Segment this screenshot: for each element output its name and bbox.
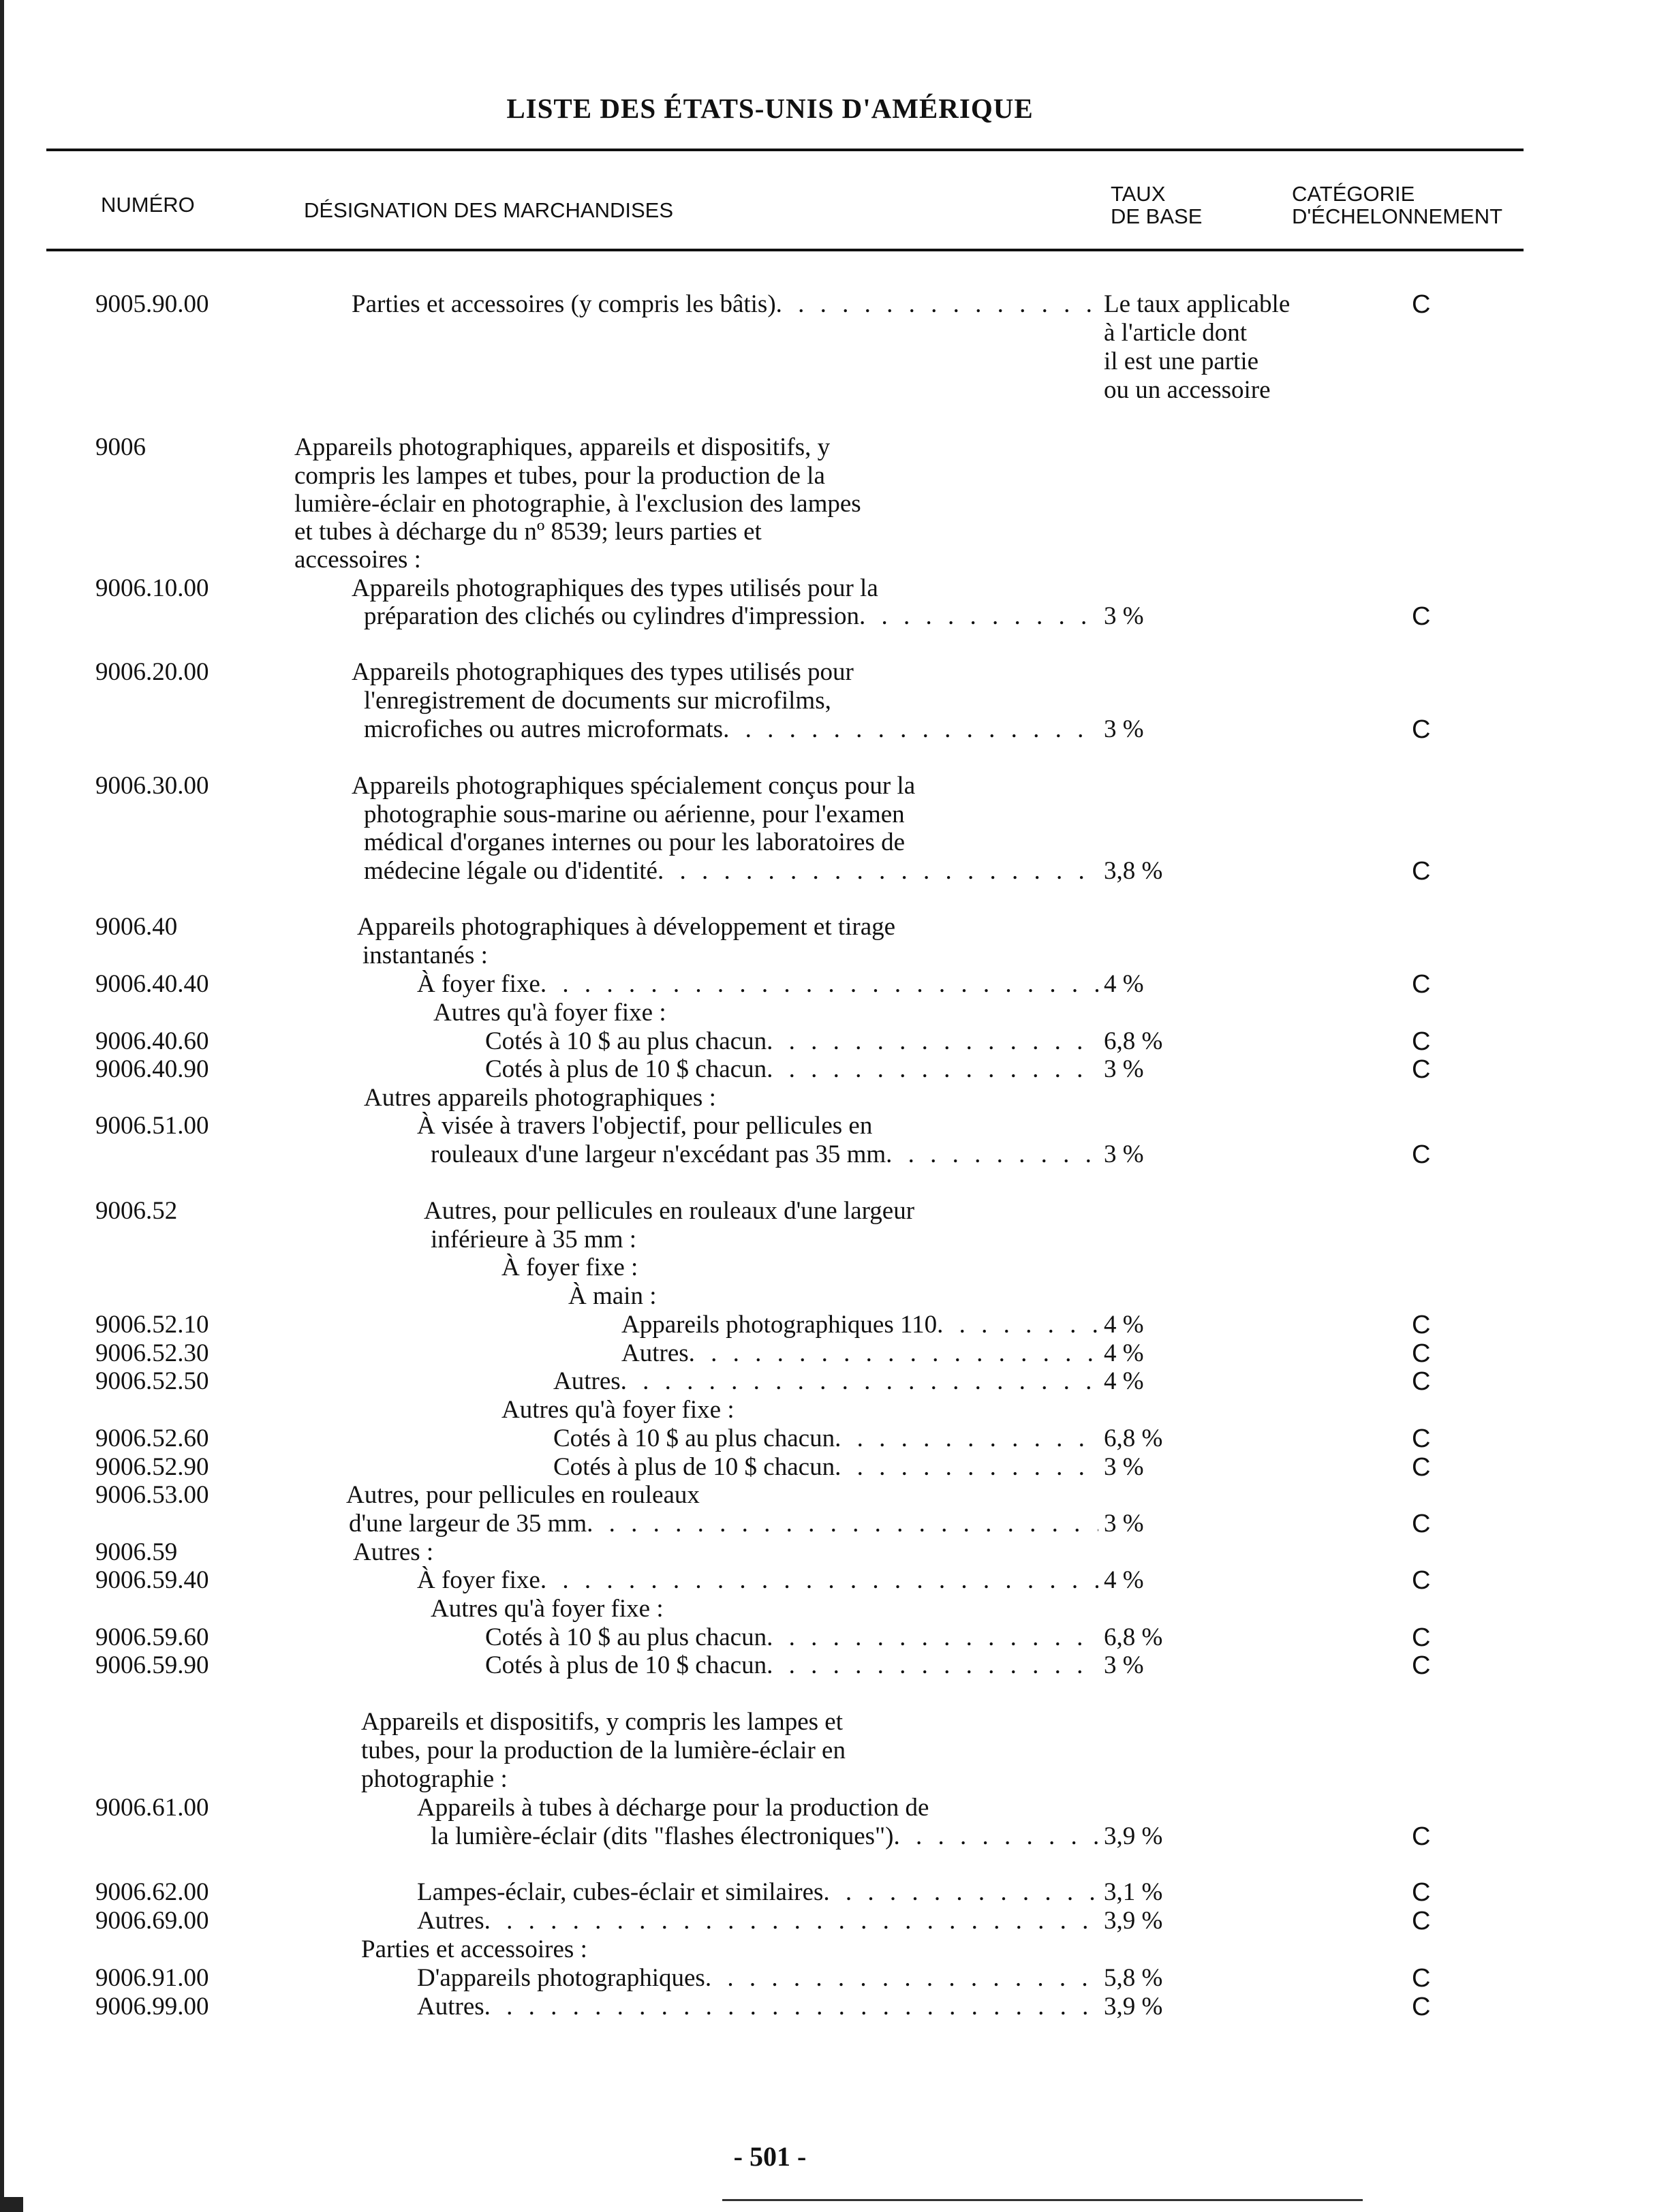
goods-description [417, 1112, 1098, 1140]
table-row [0, 1623, 1653, 1652]
base-rate: 3,1 % [1104, 1878, 1163, 1906]
goods-description [361, 1935, 1098, 1964]
description-text: Autres [621, 1339, 689, 1367]
staging-category: C [1412, 857, 1431, 886]
goods-description [352, 658, 1098, 687]
base-rate: 3 % [1104, 1055, 1144, 1083]
table-row [0, 970, 1653, 999]
description-text: D'appareils photographiques [417, 1964, 705, 1992]
header-categorie-line1: CATÉGORIE [1292, 182, 1415, 206]
goods-description [364, 715, 1098, 744]
goods-description [553, 1453, 1098, 1482]
page-number: - 501 - [733, 2141, 807, 2172]
description-text: lumière-éclair en photographie, à l'exclusion des lampes [294, 490, 861, 518]
description-text: instantanés : [362, 941, 488, 969]
table-row [0, 546, 1653, 574]
tariff-number: 9006.30.00 [95, 772, 209, 800]
table-row [0, 1595, 1653, 1623]
description-text: Appareils et dispositifs, y compris les lampes et [361, 1708, 843, 1736]
table-row [0, 602, 1653, 631]
base-rate: 3,9 % [1104, 1993, 1163, 2021]
goods-description [501, 1396, 1098, 1424]
goods-description [433, 999, 1098, 1027]
table-row [0, 1396, 1653, 1424]
tariff-number: 9006.51.00 [95, 1112, 209, 1140]
table-row [0, 319, 1653, 347]
tariff-number: 9006.52.90 [95, 1453, 209, 1481]
table-row [0, 999, 1653, 1027]
tariff-number: 9006.40.60 [95, 1027, 209, 1055]
base-rate: 6,8 % [1104, 1027, 1163, 1055]
staging-category: C [1412, 1510, 1431, 1538]
table-row [0, 1878, 1653, 1907]
table-row [0, 490, 1653, 518]
tariff-number: 9006.59 [95, 1538, 178, 1566]
tariff-number: 9006.99.00 [95, 1993, 209, 2021]
table-row [0, 687, 1653, 715]
base-rate: 3 % [1104, 715, 1144, 743]
table-row [0, 1055, 1653, 1084]
goods-description [294, 518, 1098, 546]
dot-leader [658, 857, 1098, 886]
header-categorie-line2: D'ÉCHELONNEMENT [1292, 204, 1503, 228]
table-row [0, 462, 1653, 490]
base-rate: 3,9 % [1104, 1822, 1163, 1850]
description-text: Lampes-éclair, cubes-éclair et similaires [417, 1878, 824, 1906]
dot-leader [540, 1566, 1098, 1595]
goods-description [431, 1595, 1098, 1623]
dot-leader [776, 290, 1098, 319]
table-row [0, 1538, 1653, 1567]
base-rate: 4 % [1104, 970, 1144, 998]
goods-description [364, 1084, 1098, 1112]
dot-leader [767, 1055, 1098, 1084]
dot-leader [767, 1651, 1098, 1680]
header-rule-bottom [46, 249, 1524, 251]
dot-leader [484, 1993, 1098, 2021]
tariff-number: 9006.10.00 [95, 574, 209, 602]
description-text: la lumière-éclair (dits "flashes électroniques") [431, 1822, 894, 1850]
goods-description [364, 687, 1098, 715]
table-row [0, 1993, 1653, 2021]
staging-category: C [1412, 1878, 1431, 1907]
goods-description [417, 1964, 1098, 1993]
dot-leader [689, 1339, 1098, 1368]
goods-description [352, 772, 1098, 800]
description-text: médical d'organes internes ou pour les laboratoires de [364, 828, 906, 856]
staging-category: C [1412, 1055, 1431, 1084]
table-row [0, 1765, 1653, 1794]
goods-description [417, 1993, 1098, 2021]
tariff-number: 9006.40 [95, 913, 178, 941]
table-row [0, 913, 1653, 941]
table-row [0, 376, 1653, 405]
description-text: Appareils photographiques spécialement conçus pour la [352, 772, 916, 800]
staging-category: C [1412, 1339, 1431, 1368]
table-row [0, 1140, 1653, 1169]
header-categorie [1292, 183, 1502, 228]
table-row [0, 574, 1653, 603]
staging-category: C [1412, 1424, 1431, 1453]
base-rate: 3 % [1104, 1453, 1144, 1481]
table-row [0, 433, 1653, 462]
description-text: médecine légale ou d'identité [364, 857, 658, 885]
table-row [0, 1736, 1653, 1765]
description-text: Autres, pour pellicules en rouleaux d'une largeur [424, 1197, 915, 1225]
goods-description [361, 1765, 1098, 1794]
staging-category: C [1412, 970, 1431, 999]
tariff-number: 9006.52.30 [95, 1339, 209, 1367]
staging-category: C [1412, 1367, 1431, 1396]
description-text: l'enregistrement de documents sur microfilms, [364, 687, 831, 715]
description-text: préparation des clichés ou cylindres d'impression [364, 602, 859, 630]
goods-description [431, 1226, 1098, 1254]
description-text: Cotés à 10 $ au plus chacun [485, 1623, 767, 1651]
table-row [0, 1964, 1653, 1993]
staging-category: C [1412, 602, 1431, 631]
description-text: compris les lampes et tubes, pour la production de la [294, 462, 825, 490]
staging-category: C [1412, 1907, 1431, 1935]
goods-description [553, 1367, 1098, 1396]
table-row [0, 1566, 1653, 1595]
description-text: Cotés à 10 $ au plus chacun [553, 1424, 835, 1452]
dot-leader [835, 1424, 1098, 1453]
dot-leader [893, 1822, 1098, 1851]
description-text: rouleaux d'une largeur n'excédant pas 35 mm [431, 1140, 886, 1168]
goods-description [417, 1907, 1098, 1935]
description-text: accessoires : [294, 546, 421, 574]
description-text: À visée à travers l'objectif, pour pellicules en [417, 1112, 873, 1140]
dot-leader [484, 1907, 1098, 1935]
description-text: Cotés à plus de 10 $ chacun [553, 1453, 835, 1481]
goods-description [417, 970, 1098, 999]
description-text: Cotés à plus de 10 $ chacun [485, 1651, 767, 1679]
table-row [0, 658, 1653, 687]
tariff-number: 9006.40.90 [95, 1055, 209, 1083]
table-row [0, 518, 1653, 546]
tariff-number: 9006.52.50 [95, 1367, 209, 1395]
table-row [0, 772, 1653, 800]
dot-leader [723, 715, 1098, 744]
tariff-number: 9006.62.00 [95, 1878, 209, 1906]
table-row [0, 1027, 1653, 1056]
goods-description [352, 290, 1098, 319]
tariff-number: 9006.52.60 [95, 1424, 209, 1452]
table-row [0, 800, 1653, 829]
base-rate: 3 % [1104, 1510, 1144, 1538]
table-row [0, 941, 1653, 970]
description-text: Cotés à plus de 10 $ chacun [485, 1055, 767, 1083]
tariff-number: 9006.59.90 [95, 1651, 209, 1679]
staging-category: C [1412, 715, 1431, 744]
tariff-number: 9006.69.00 [95, 1907, 209, 1935]
base-rate: 4 % [1104, 1339, 1144, 1367]
table-row [0, 1339, 1653, 1368]
dot-leader [823, 1878, 1098, 1907]
description-text: Appareils photographiques des types utilisés pour [352, 658, 854, 686]
staging-category: C [1412, 1623, 1431, 1652]
header-rule-top [46, 149, 1524, 151]
base-rate: 3 % [1104, 1651, 1144, 1679]
staging-category: C [1412, 1651, 1431, 1680]
dot-leader [621, 1367, 1098, 1396]
goods-description [424, 1197, 1098, 1226]
goods-description [294, 546, 1098, 574]
base-rate: 6,8 % [1104, 1424, 1163, 1452]
dot-leader [705, 1964, 1098, 1993]
goods-description [553, 1424, 1098, 1453]
table-row [0, 1084, 1653, 1112]
description-text: microfiches ou autres microformats [364, 715, 724, 743]
goods-description [364, 857, 1098, 886]
table-row [0, 290, 1653, 319]
description-text: photographie sous-marine ou aérienne, pour l'examen [364, 800, 905, 828]
staging-category: C [1412, 1140, 1431, 1169]
base-rate: 4 % [1104, 1566, 1144, 1594]
dot-leader [540, 970, 1098, 999]
staging-category: C [1412, 1027, 1431, 1056]
table-row [0, 1311, 1653, 1339]
footer-rule [722, 2199, 1363, 2201]
table-row [0, 1822, 1653, 1851]
goods-description [364, 602, 1098, 631]
description-text: À foyer fixe [417, 970, 540, 998]
table-row [0, 1481, 1653, 1510]
dot-leader [937, 1311, 1098, 1339]
description-text: photographie : [361, 1765, 508, 1793]
tariff-number: 9006.52 [95, 1197, 178, 1225]
tariff-number: 9005.90.00 [95, 290, 209, 318]
description-text: Autres appareils photographiques : [364, 1084, 716, 1112]
base-rate: 3,8 % [1104, 857, 1163, 885]
staging-category: C [1412, 290, 1431, 319]
goods-description [621, 1311, 1098, 1339]
base-rate: 4 % [1104, 1367, 1144, 1395]
dot-leader [587, 1510, 1098, 1538]
table-row [0, 1282, 1653, 1311]
goods-description [364, 800, 1098, 829]
goods-description [568, 1282, 1098, 1311]
table-row [0, 1907, 1653, 1935]
header-taux-line1: TAUX [1111, 182, 1166, 206]
goods-description [294, 433, 1098, 462]
base-rate: 6,8 % [1104, 1623, 1163, 1651]
table-row [0, 715, 1653, 744]
tariff-number: 9006.52.10 [95, 1311, 209, 1339]
tariff-number: 9006.53.00 [95, 1481, 209, 1509]
tariff-number: 9006.59.60 [95, 1623, 209, 1651]
goods-description [417, 1566, 1098, 1595]
description-text: inférieure à 35 mm : [431, 1226, 637, 1253]
goods-description [431, 1140, 1098, 1169]
description-text: d'une largeur de 35 mm [349, 1510, 587, 1538]
tariff-number: 9006.61.00 [95, 1794, 209, 1822]
goods-description [364, 828, 1098, 857]
table-row [0, 1794, 1653, 1822]
base-rate: ou un accessoire [1104, 376, 1271, 404]
goods-description [501, 1253, 1098, 1282]
table-row [0, 1112, 1653, 1140]
description-text: À foyer fixe : [501, 1253, 638, 1281]
description-text: Appareils photographiques des types utilisés pour la [352, 574, 878, 602]
base-rate: 3 % [1104, 602, 1144, 630]
staging-category: C [1412, 1993, 1431, 2021]
description-text: Appareils à tubes à décharge pour la production de [417, 1794, 929, 1822]
staging-category: C [1412, 1311, 1431, 1339]
goods-description [357, 913, 1098, 941]
description-text: Autres [417, 1993, 484, 2021]
scan-corner [0, 2197, 23, 2212]
table-row [0, 857, 1653, 886]
goods-description [346, 1481, 1098, 1510]
description-text: et tubes à décharge du nº 8539; leurs parties et [294, 518, 762, 546]
header-taux [1111, 183, 1202, 228]
goods-description [361, 1736, 1098, 1765]
table-row [0, 1424, 1653, 1453]
goods-description [352, 574, 1098, 603]
header-designation: DÉSIGNATION DES MARCHANDISES [304, 198, 674, 222]
goods-description [353, 1538, 1098, 1567]
header-numero: NUMÉRO [101, 193, 195, 217]
staging-category: C [1412, 1453, 1431, 1482]
base-rate: 3,9 % [1104, 1907, 1163, 1935]
base-rate: à l'article dont [1104, 319, 1248, 347]
description-text: Appareils photographiques à développement et tirage [357, 913, 896, 941]
tariff-number: 9006 [95, 433, 146, 461]
description-text: tubes, pour la production de la lumière-éclair en [361, 1736, 846, 1764]
description-text: Autres : [353, 1538, 434, 1566]
header-taux-line2: DE BASE [1111, 204, 1203, 228]
table-row [0, 828, 1653, 857]
goods-description [361, 1708, 1098, 1736]
description-text: À main : [568, 1282, 657, 1310]
staging-category: C [1412, 1964, 1431, 1993]
goods-description [362, 941, 1098, 970]
dot-leader [859, 602, 1098, 631]
goods-description [294, 490, 1098, 518]
table-row [0, 1226, 1653, 1254]
base-rate: 5,8 % [1104, 1964, 1163, 1992]
description-text: Cotés à 10 $ au plus chacun [485, 1027, 767, 1055]
table-row [0, 1510, 1653, 1538]
tariff-number: 9006.40.40 [95, 970, 209, 998]
description-text: Autres qu'à foyer fixe : [501, 1396, 735, 1424]
table-row [0, 1367, 1653, 1396]
description-text: Autres, pour pellicules en rouleaux [346, 1481, 700, 1509]
goods-description [417, 1878, 1098, 1907]
table-row [0, 347, 1653, 376]
page-title: LISTE DES ÉTATS-UNIS D'AMÉRIQUE [506, 93, 1034, 124]
goods-description [621, 1339, 1098, 1368]
table-row [0, 1935, 1653, 1964]
goods-description [485, 1623, 1098, 1652]
table-row [0, 1253, 1653, 1282]
description-text: Parties et accessoires (y compris les bâtis) [352, 290, 776, 318]
tariff-number: 9006.59.40 [95, 1566, 209, 1594]
description-text: Appareils photographiques 110 [621, 1311, 938, 1339]
table-row [0, 1651, 1653, 1680]
tariff-number: 9006.20.00 [95, 658, 209, 686]
dot-leader [767, 1027, 1098, 1056]
description-text: Appareils photographiques, appareils et dispositifs, y [294, 433, 831, 461]
base-rate: 3 % [1104, 1140, 1144, 1168]
description-text: Autres [417, 1907, 484, 1935]
goods-description [431, 1822, 1098, 1851]
dot-leader [767, 1623, 1098, 1652]
goods-description [349, 1510, 1098, 1538]
dot-leader [835, 1453, 1098, 1482]
table-row [0, 1197, 1653, 1226]
tariff-number: 9006.91.00 [95, 1964, 209, 1992]
table-row [0, 1708, 1653, 1736]
goods-description [485, 1055, 1098, 1084]
description-text: Autres [553, 1367, 621, 1395]
description-text: Autres qu'à foyer fixe : [433, 999, 666, 1027]
description-text: Parties et accessoires : [361, 1935, 587, 1963]
table-row [0, 1453, 1653, 1482]
staging-category: C [1412, 1566, 1431, 1595]
base-rate: il est une partie [1104, 347, 1259, 375]
base-rate: Le taux applicable [1104, 290, 1291, 318]
dot-leader [886, 1140, 1098, 1169]
goods-description [294, 462, 1098, 490]
goods-description [485, 1651, 1098, 1680]
description-text: À foyer fixe [417, 1566, 540, 1594]
goods-description [417, 1794, 1098, 1822]
description-text: Autres qu'à foyer fixe : [431, 1595, 664, 1623]
goods-description [485, 1027, 1098, 1056]
staging-category: C [1412, 1822, 1431, 1851]
base-rate: 4 % [1104, 1311, 1144, 1339]
